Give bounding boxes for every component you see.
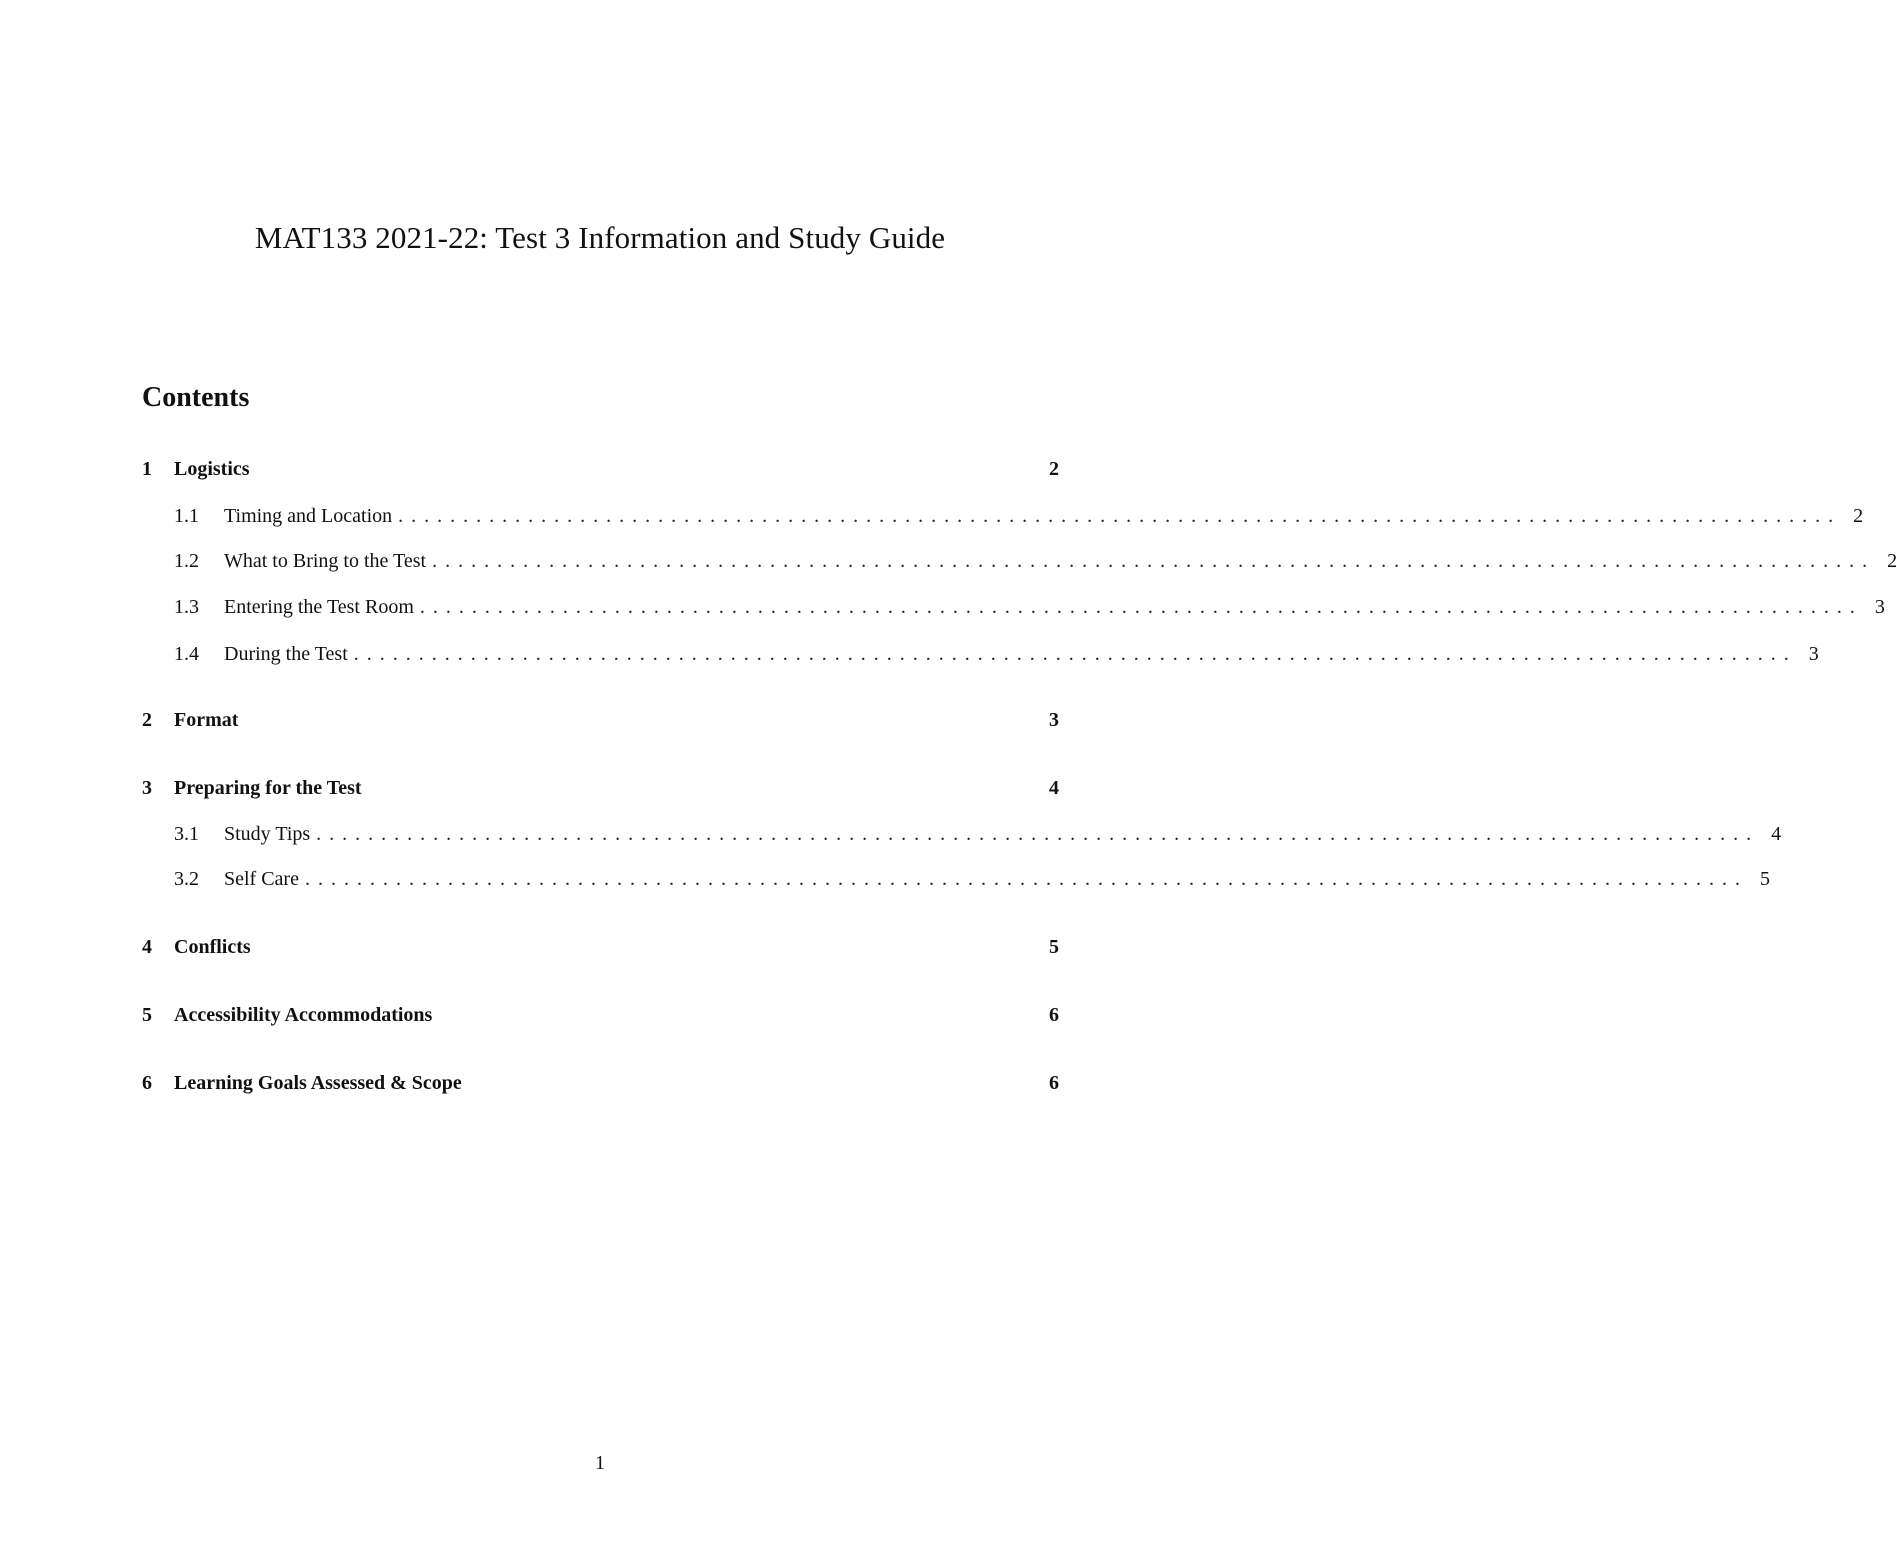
- toc-dot-leaders: ...............................................................................................................: [304, 868, 1748, 890]
- toc-entry-label: Timing and Location: [224, 505, 393, 527]
- toc-entry-logistics[interactable]: [142, 454, 1059, 484]
- toc-entry-label: Learning Goals Assessed & Scope: [174, 1072, 462, 1094]
- toc-entry-during-the-test[interactable]: [174, 639, 1819, 669]
- toc-entry-what-to-bring[interactable]: [174, 546, 1897, 576]
- toc-entry-page: 6: [1049, 1072, 1059, 1094]
- page-number: 1: [595, 1452, 605, 1474]
- toc-dot-leaders: ...............................................................................................................: [398, 505, 1842, 527]
- toc-entry-entering-the-test-room[interactable]: [174, 592, 1885, 622]
- toc-entry-accessibility-accommodations[interactable]: [142, 1000, 1059, 1030]
- toc-dot-leaders: ...............................................................................................................: [432, 550, 1876, 572]
- toc-entry-number: 1.3: [174, 596, 199, 618]
- toc-entry-label: Accessibility Accommodations: [174, 1004, 433, 1026]
- toc-entry-number: 1: [142, 458, 152, 480]
- toc-entry-label: Logistics: [174, 458, 250, 480]
- toc-entry-page: 2: [1853, 505, 1864, 527]
- toc-entry-page: 4: [1771, 823, 1782, 845]
- toc-entry-page: 3: [1874, 596, 1885, 618]
- toc-dot-leaders: ...............................................................................................................: [353, 643, 1797, 665]
- toc-entry-page: 6: [1049, 1004, 1059, 1026]
- toc-entry-preparing-for-the-test[interactable]: [142, 773, 1059, 803]
- toc-entry-label: What to Bring to the Test: [224, 550, 427, 572]
- toc-entry-label: Entering the Test Room: [224, 596, 414, 618]
- toc-entry-page: 2: [1049, 458, 1059, 480]
- toc-entry-timing-and-location[interactable]: [174, 501, 1864, 531]
- toc-entry-page: 5: [1759, 868, 1770, 890]
- toc-entry-conflicts[interactable]: [142, 932, 1059, 962]
- toc-entry-number: 1.4: [174, 643, 199, 665]
- toc-entry-number: 2: [142, 709, 152, 731]
- toc-entry-self-care[interactable]: [174, 864, 1770, 894]
- toc-entry-label: Preparing for the Test: [174, 777, 362, 799]
- toc-entry-page: 4: [1049, 777, 1059, 799]
- contents-heading: Contents: [142, 382, 250, 413]
- toc-entry-label: Format: [174, 709, 239, 731]
- toc-entry-number: 1.2: [174, 550, 199, 572]
- toc-entry-page: 5: [1049, 936, 1059, 958]
- toc-entry-number: 5: [142, 1004, 152, 1026]
- toc-entry-number: 1.1: [174, 505, 199, 527]
- toc-entry-number: 6: [142, 1072, 152, 1094]
- toc-entry-label: Study Tips: [224, 823, 311, 845]
- toc-entry-number: 3.2: [174, 868, 199, 890]
- toc-entry-number: 4: [142, 936, 152, 958]
- toc-entry-label: Self Care: [224, 868, 299, 890]
- toc-dot-leaders: ...............................................................................................................: [316, 823, 1760, 845]
- toc-dot-leaders: ...............................................................................................................: [419, 596, 1863, 618]
- toc-entry-format[interactable]: [142, 705, 1059, 735]
- toc-entry-learning-goals[interactable]: [142, 1068, 1059, 1098]
- toc-entry-page: 3: [1808, 643, 1819, 665]
- toc-entry-number: 3: [142, 777, 152, 799]
- toc-entry-page: 2: [1887, 550, 1897, 572]
- toc-entry-page: 3: [1049, 709, 1059, 731]
- toc-entry-study-tips[interactable]: [174, 819, 1782, 849]
- document-title: MAT133 2021-22: Test 3 Information and Study Guide: [254, 220, 946, 255]
- toc-entry-number: 3.1: [174, 823, 199, 845]
- toc-entry-label: During the Test: [224, 643, 348, 665]
- toc-entry-label: Conflicts: [174, 936, 251, 958]
